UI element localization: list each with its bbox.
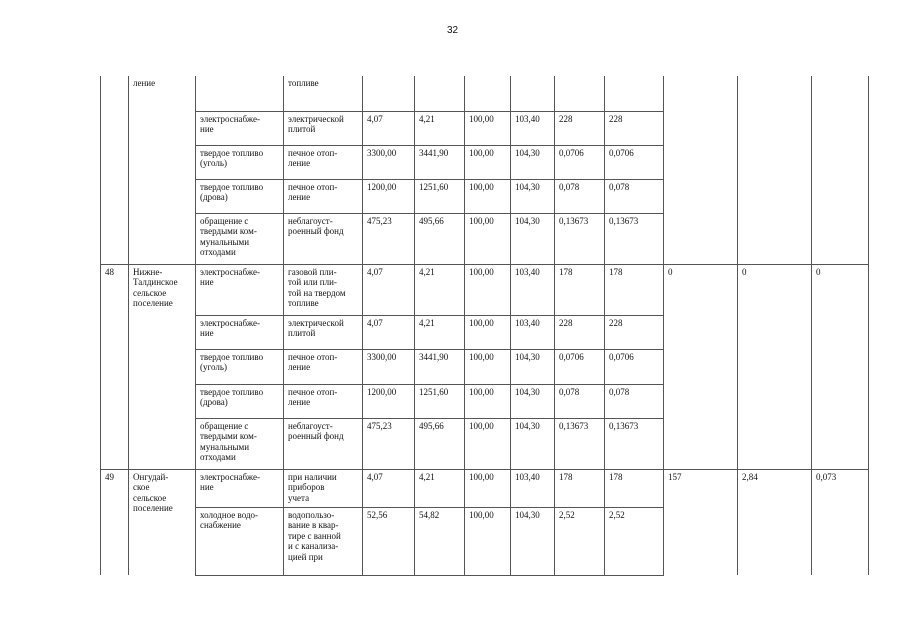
value-cell: 52,56 xyxy=(363,507,415,575)
value-cell: 100,00 xyxy=(465,418,511,469)
value-cell: 475,23 xyxy=(363,213,415,264)
value-cell: 100,00 xyxy=(465,264,511,315)
extra-cell xyxy=(738,76,812,264)
value-cell: 3441,90 xyxy=(415,349,465,384)
service-cell: электроснабже- ние xyxy=(196,111,284,145)
note-cell: неблагоуст- роенный фонд xyxy=(284,418,363,469)
value-cell: 100,00 xyxy=(465,507,511,575)
value-cell: 104,30 xyxy=(511,384,555,418)
service-cell: твердое топливо (уголь) xyxy=(196,145,284,179)
extra-cell: 157 xyxy=(664,469,738,575)
value-cell: 0,0706 xyxy=(605,145,664,179)
value-cell: 100,00 xyxy=(465,213,511,264)
row-number-cell: 49 xyxy=(101,469,129,575)
value-cell: 228 xyxy=(605,111,664,145)
value-cell: 228 xyxy=(605,315,664,349)
note-cell: электрической плитой xyxy=(284,111,363,145)
value-cell: 3441,90 xyxy=(415,145,465,179)
extra-cell: 2,84 xyxy=(738,469,812,575)
value-cell: 103,40 xyxy=(511,469,555,507)
value-cell: 100,00 xyxy=(465,315,511,349)
value-cell xyxy=(555,76,605,111)
service-cell: твердое топливо (уголь) xyxy=(196,349,284,384)
value-cell: 103,40 xyxy=(511,315,555,349)
value-cell: 103,40 xyxy=(511,111,555,145)
value-cell: 0,13673 xyxy=(555,213,605,264)
value-cell xyxy=(511,76,555,111)
value-cell: 0,0706 xyxy=(555,145,605,179)
value-cell: 2,52 xyxy=(605,507,664,575)
value-cell: 4,21 xyxy=(415,111,465,145)
value-cell: 0,0706 xyxy=(555,349,605,384)
note-cell: топливе xyxy=(284,76,363,111)
value-cell: 475,23 xyxy=(363,418,415,469)
settlement-name-cell: ление xyxy=(129,76,196,264)
value-cell xyxy=(415,76,465,111)
table-row xyxy=(101,76,869,111)
note-cell: печное отоп- ление xyxy=(284,179,363,213)
note-cell: печное отоп- ление xyxy=(284,349,363,384)
tariff-table xyxy=(100,76,869,576)
value-cell: 4,21 xyxy=(415,264,465,315)
value-cell: 100,00 xyxy=(465,469,511,507)
value-cell: 3300,00 xyxy=(363,349,415,384)
extra-cell xyxy=(664,76,738,264)
value-cell: 4,21 xyxy=(415,469,465,507)
service-cell xyxy=(196,76,284,111)
value-cell: 3300,00 xyxy=(363,145,415,179)
value-cell: 4,07 xyxy=(363,469,415,507)
value-cell: 0,078 xyxy=(605,179,664,213)
value-cell: 178 xyxy=(605,264,664,315)
value-cell: 4,21 xyxy=(415,315,465,349)
note-cell: водопользо- вание в квар- тире с ванной и с канализа- цией при xyxy=(284,507,363,575)
value-cell: 0,13673 xyxy=(605,213,664,264)
note-cell: печное отоп- ление xyxy=(284,384,363,418)
value-cell: 0,0706 xyxy=(605,349,664,384)
value-cell: 100,00 xyxy=(465,349,511,384)
value-cell xyxy=(363,76,415,111)
note-cell: печное отоп- ление xyxy=(284,145,363,179)
value-cell: 104,30 xyxy=(511,213,555,264)
value-cell: 1200,00 xyxy=(363,179,415,213)
value-cell: 0,13673 xyxy=(605,418,664,469)
value-cell: 100,00 xyxy=(465,111,511,145)
value-cell: 104,30 xyxy=(511,349,555,384)
value-cell xyxy=(465,76,511,111)
extra-cell: 0,073 xyxy=(812,469,869,575)
value-cell: 0,078 xyxy=(555,179,605,213)
value-cell: 104,30 xyxy=(511,418,555,469)
value-cell: 104,30 xyxy=(511,145,555,179)
value-cell: 100,00 xyxy=(465,145,511,179)
value-cell: 0,13673 xyxy=(555,418,605,469)
value-cell: 1251,60 xyxy=(415,384,465,418)
value-cell: 228 xyxy=(555,111,605,145)
value-cell xyxy=(605,76,664,111)
service-cell: обращение с твердыми ком- мунальными отходами xyxy=(196,418,284,469)
value-cell: 0,078 xyxy=(605,384,664,418)
value-cell: 54,82 xyxy=(415,507,465,575)
value-cell: 100,00 xyxy=(465,384,511,418)
service-cell: электроснабже- ние xyxy=(196,469,284,507)
settlement-name-cell: Онгудай- ское сельское поселение xyxy=(129,469,196,575)
note-cell: неблагоуст- роенный фонд xyxy=(284,213,363,264)
value-cell: 100,00 xyxy=(465,179,511,213)
extra-cell: 0 xyxy=(738,264,812,469)
note-cell: газовой пли- той или пли- той на твердом топливе xyxy=(284,264,363,315)
value-cell: 178 xyxy=(555,469,605,507)
value-cell: 4,07 xyxy=(363,111,415,145)
value-cell: 2,52 xyxy=(555,507,605,575)
service-cell: твердое топливо (дрова) xyxy=(196,179,284,213)
page-number: 32 xyxy=(446,25,459,36)
service-cell: обращение с твердыми ком- мунальными отходами xyxy=(196,213,284,264)
value-cell: 104,30 xyxy=(511,179,555,213)
note-cell: при наличии приборов учета xyxy=(284,469,363,507)
extra-cell xyxy=(812,76,869,264)
extra-cell: 0 xyxy=(812,264,869,469)
table-row xyxy=(101,469,869,507)
row-number-cell: 48 xyxy=(101,264,129,469)
value-cell: 4,07 xyxy=(363,264,415,315)
value-cell: 1200,00 xyxy=(363,384,415,418)
value-cell: 0,078 xyxy=(555,384,605,418)
service-cell: холодное водо- снабжение xyxy=(196,507,284,575)
value-cell: 104,30 xyxy=(511,507,555,575)
value-cell: 178 xyxy=(555,264,605,315)
value-cell: 1251,60 xyxy=(415,179,465,213)
value-cell: 495,66 xyxy=(415,213,465,264)
service-cell: электроснабже- ние xyxy=(196,315,284,349)
value-cell: 103,40 xyxy=(511,264,555,315)
service-cell: твердое топливо (дрова) xyxy=(196,384,284,418)
value-cell: 228 xyxy=(555,315,605,349)
value-cell: 495,66 xyxy=(415,418,465,469)
note-cell: электрической плитой xyxy=(284,315,363,349)
row-number-cell xyxy=(101,76,129,264)
table-row xyxy=(101,264,869,315)
extra-cell: 0 xyxy=(664,264,738,469)
value-cell: 4,07 xyxy=(363,315,415,349)
value-cell: 178 xyxy=(605,469,664,507)
service-cell: электроснабже- ние xyxy=(196,264,284,315)
settlement-name-cell: Нижне- Талдинское сельское поселение xyxy=(129,264,196,469)
